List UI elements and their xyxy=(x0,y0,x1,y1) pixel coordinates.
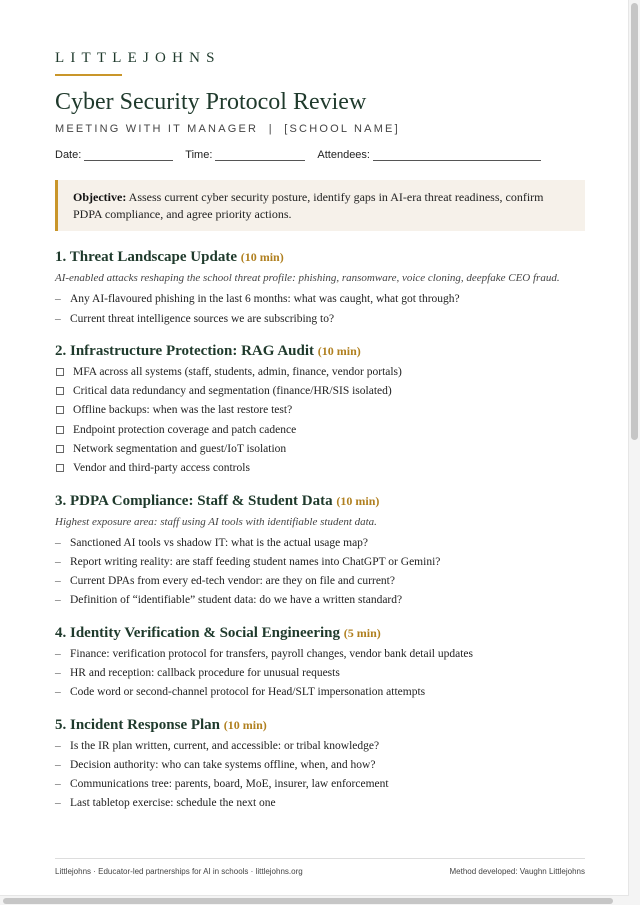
objective-label: Objective: xyxy=(73,190,127,204)
list-item xyxy=(55,797,276,809)
dash-bullet: – xyxy=(55,686,61,698)
dash-bullet: – xyxy=(55,556,61,568)
dash-bullet: – xyxy=(55,740,61,752)
list-item xyxy=(55,575,395,587)
footer-method-credit: Method developed: Vaughn Littlejohns xyxy=(449,867,585,876)
checkbox-icon[interactable] xyxy=(56,387,64,395)
checklist-item-text: Network segmentation and guest/IoT isolation xyxy=(73,443,287,455)
dash-bullet: – xyxy=(55,537,61,549)
checkbox-icon[interactable] xyxy=(56,445,64,453)
list-item-text: Report writing reality: are staff feeding student names into ChatGPT or Gemini? xyxy=(70,556,441,568)
list-item-text: Current threat intelligence sources we are subscribing to? xyxy=(70,313,335,325)
horizontal-scroll-thumb[interactable] xyxy=(3,898,613,904)
section-duration: (10 min) xyxy=(240,250,284,264)
page-title: Cyber Security Protocol Review xyxy=(55,89,367,115)
list-item-text: Communications tree: parents, board, MoE, insurer, law enforcement xyxy=(70,778,389,790)
brand-wordmark: LITTLEJOHNS xyxy=(55,50,221,66)
section-title-text: 5. Incident Response Plan xyxy=(55,717,221,733)
checkbox-icon[interactable] xyxy=(56,368,64,376)
checklist-item xyxy=(55,462,250,474)
section-title-text: 3. PDPA Compliance: Staff & Student Data xyxy=(55,493,333,509)
section-title-text: 2. Infrastructure Protection: RAG Audit xyxy=(55,343,314,359)
vertical-scrollbar[interactable] xyxy=(628,0,640,905)
list-item-text: Is the IR plan written, current, and accessible: or tribal knowledge? xyxy=(70,740,380,752)
section-note: AI-enabled attacks reshaping the school threat profile: phishing, ransomware, voice cloning, deepfake CEO fraud. xyxy=(55,272,560,284)
list-item-text: Last tabletop exercise: schedule the next one xyxy=(70,797,276,809)
vertical-scroll-thumb[interactable] xyxy=(631,3,638,440)
checklist-item xyxy=(55,443,286,455)
brand-accent-rule xyxy=(55,74,122,76)
footer-credit: Littlejohns · Educator-led partnerships for AI in schools · littlejohns.org xyxy=(55,867,303,876)
checklist-item xyxy=(55,366,402,378)
date-label: Date: xyxy=(55,149,82,161)
section-title xyxy=(55,717,267,734)
list-item-text: Code word or second-channel protocol for Head/SLT impersonation attempts xyxy=(70,686,426,698)
list-item xyxy=(55,556,440,568)
section-duration: (10 min) xyxy=(223,718,267,732)
checklist-item-text: Critical data redundancy and segmentation (finance/HR/SIS isolated) xyxy=(73,385,392,397)
page-subtitle: MEETING WITH IT MANAGER | [SCHOOL NAME] xyxy=(55,123,400,135)
list-item xyxy=(55,759,375,771)
section-title xyxy=(55,493,379,510)
list-item-text: Any AI-flavoured phishing in the last 6 months: what was caught, what got through? xyxy=(70,293,460,305)
time-blank xyxy=(215,150,305,161)
section-title xyxy=(55,249,284,266)
dash-bullet: – xyxy=(55,797,61,809)
dash-bullet: – xyxy=(55,575,61,587)
dash-bullet: – xyxy=(55,778,61,790)
objective-text: Assess current cyber security posture, identify gaps in AI-era threat readiness, confirm PDPA compliance, and agree priority actions. xyxy=(73,190,544,221)
checklist-item xyxy=(55,385,392,397)
list-item-text: Current DPAs from every ed-tech vendor: are they on file and current? xyxy=(70,575,395,587)
section-duration: (10 min) xyxy=(336,494,380,508)
list-item-text: HR and reception: callback procedure for unusual requests xyxy=(70,667,340,679)
objective-callout xyxy=(55,180,585,231)
section-duration: (5 min) xyxy=(343,626,381,640)
list-item xyxy=(55,293,460,305)
dash-bullet: – xyxy=(55,759,61,771)
section-note: Highest exposure area: staff using AI tools with identifiable student data. xyxy=(55,516,377,528)
list-item-text: Decision authority: who can take systems offline, when, and how? xyxy=(70,759,376,771)
dash-bullet: – xyxy=(55,293,61,305)
checkbox-icon[interactable] xyxy=(56,406,64,414)
section-title-text: 1. Threat Landscape Update xyxy=(55,249,237,265)
list-item xyxy=(55,686,425,698)
checklist-item-text: Endpoint protection coverage and patch cadence xyxy=(73,424,297,436)
time-label: Time: xyxy=(185,149,213,161)
checklist-item-text: MFA across all systems (staff, students, admin, finance, vendor portals) xyxy=(73,366,402,378)
list-item-text: Sanctioned AI tools vs shadow IT: what is the actual usage map? xyxy=(70,537,369,549)
list-item xyxy=(55,313,334,325)
checklist-item xyxy=(55,404,292,416)
list-item xyxy=(55,537,368,549)
section-title xyxy=(55,343,361,360)
list-item xyxy=(55,648,473,660)
attendees-blank xyxy=(373,150,541,161)
dash-bullet: – xyxy=(55,313,61,325)
checkbox-icon[interactable] xyxy=(56,464,64,472)
list-item xyxy=(55,778,389,790)
list-item-text: Definition of “identifiable” student data: do we have a written standard? xyxy=(70,594,403,606)
footer-divider xyxy=(55,858,585,859)
checklist-item-text: Offline backups: when was the last restore test? xyxy=(73,404,293,416)
checklist-item xyxy=(55,424,296,436)
checkbox-icon[interactable] xyxy=(56,426,64,434)
attendees-label: Attendees: xyxy=(317,149,370,161)
dash-bullet: – xyxy=(55,594,61,606)
list-item xyxy=(55,740,379,752)
horizontal-scrollbar[interactable] xyxy=(0,895,629,905)
checklist-item-text: Vendor and third-party access controls xyxy=(73,462,250,474)
section-title-text: 4. Identity Verification & Social Engineering xyxy=(55,625,340,641)
section-duration: (10 min) xyxy=(317,344,361,358)
dash-bullet: – xyxy=(55,648,61,660)
meeting-meta-row xyxy=(55,149,585,161)
list-item-text: Finance: verification protocol for transfers, payroll changes, vendor bank detail updates xyxy=(70,648,473,660)
list-item xyxy=(55,667,340,679)
section-title xyxy=(55,625,381,642)
date-blank xyxy=(84,150,173,161)
dash-bullet: – xyxy=(55,667,61,679)
list-item xyxy=(55,594,402,606)
